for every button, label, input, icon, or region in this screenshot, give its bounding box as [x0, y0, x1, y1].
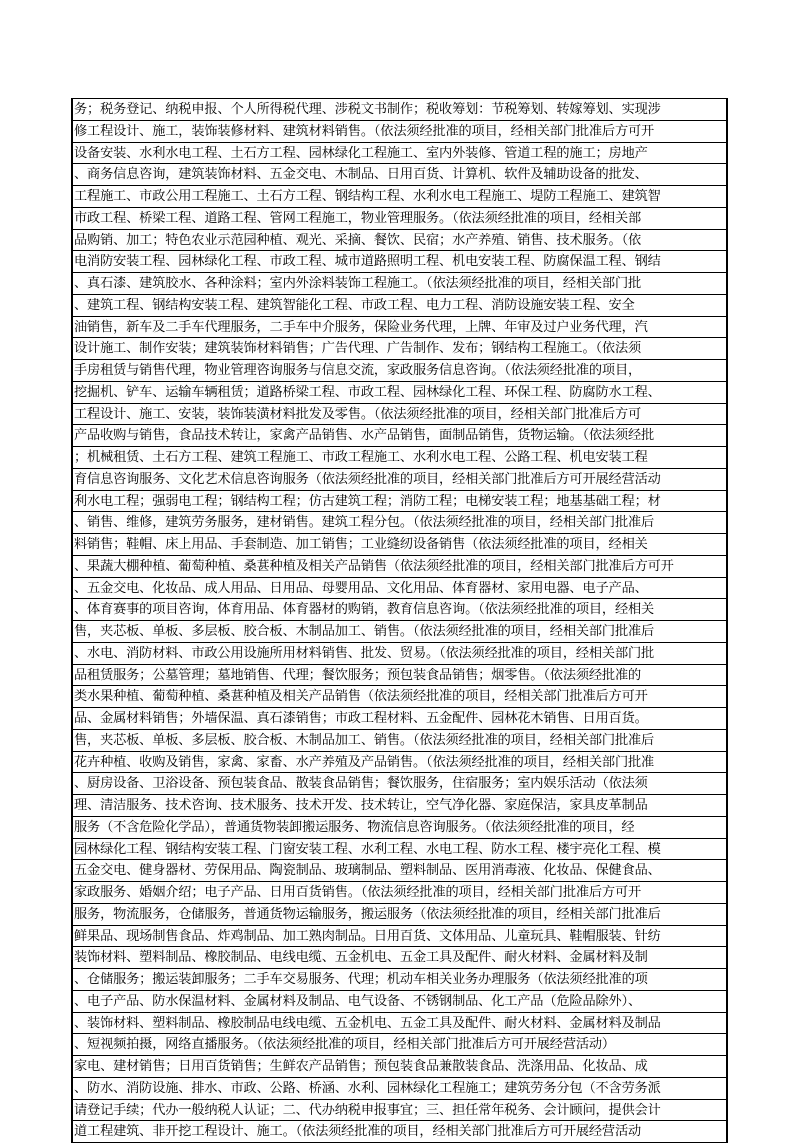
table-row: 园林绿化工程、钢结构安装工程、门窗安装工程、水利工程、水电工程、防水工程、楼宇亮化工程、模	[73, 839, 726, 861]
table-row: 育信息咨询服务、文化艺术信息咨询服务（依法须经批准的项目，经相关部门批准后方可开展经营活动	[73, 469, 726, 491]
table-row: 道工程建筑、非开挖工程设计、施工。（依法须经批准的项目，经相关部门批准后方可开展经营活动	[73, 1121, 726, 1143]
table-row: 手房租赁与销售代理，物业管理咨询服务与信息交流，家政服务信息咨询。（依法须经批准的项目，	[73, 360, 726, 382]
table-row: 家政服务、婚姻介绍；电子产品、日用百货销售。（依法须经批准的项目，经相关部门批准后方可开	[73, 882, 726, 904]
table-row: 品购销、加工；特色农业示范园种植、观光、采摘、餐饮、民宿；水产养殖、销售、技术服务。（依	[73, 230, 726, 252]
table-row: 、销售、维修，建筑劳务服务，建材销售。建筑工程分包。（依法须经批准的项目，经相关部门批准后	[73, 512, 726, 534]
table-row: 品租赁服务；公墓管理；墓地销售、代理；餐饮服务；预包装食品销售；烟零售。（依法须经批准的	[73, 665, 726, 687]
table-row: 设备安装、水利水电工程、土石方工程、园林绿化工程施工、室内外装修、管道工程的施工；房地产	[73, 143, 726, 165]
table-row: 花卉种植、收购及销售，家禽、家畜、水产养殖及产品销售。（依法须经批准的项目，经相关部门批准	[73, 752, 726, 774]
table-row: 、真石漆、建筑胶水、各种涂料；室内外涂料装饰工程施工。（依法须经批准的项目，经相关部门批	[73, 273, 726, 295]
table-row: 料销售；鞋帽、床上用品、手套制造、加工销售；工业缝纫设备销售（依法须经批准的项目，经相关	[73, 534, 726, 556]
table-row: 、商务信息咨询，建筑装饰材料、五金交电、木制品、日用百货、计算机、软件及辅助设备的批发、	[73, 164, 726, 186]
text-table	[71, 98, 728, 1143]
table-row: 、五金交电、化妆品、成人用品、日用品、母婴用品、文化用品、体育器材、家用电器、电子产品、	[73, 578, 726, 600]
table-row: 类水果种植、葡萄种植、桑葚种植及相关产品销售（依法须经批准的项目，经相关部门批准后方可开	[73, 686, 726, 708]
table-row: 、果蔬大棚种植、葡萄种植、桑葚种植及相关产品销售（依法须经批准的项目，经相关部门批准后方可开	[73, 556, 726, 578]
table-row: ；机械租赁、土石方工程、建筑工程施工、市政工程施工、水利水电工程、公路工程、机电安装工程	[73, 447, 726, 469]
table-row: 装饰材料、塑料制品、橡胶制品、电线电缆、五金机电、五金工具及配件、耐火材料、金属材料及制	[73, 947, 726, 969]
table-row: 工程施工、市政公用工程施工、土石方工程、钢结构工程、水利水电工程施工、堤防工程施工、建筑智	[73, 186, 726, 208]
table-row: 利水电工程；强弱电工程；钢结构工程；仿古建筑工程；消防工程；电梯安装工程；地基基础工程；材	[73, 491, 726, 513]
table-row: 电消防安装工程、园林绿化工程、市政工程、城市道路照明工程、机电安装工程、防腐保温工程、钢结	[73, 251, 726, 273]
table-row: 售，夹芯板、单板、多层板、胶合板、木制品加工、销售。（依法须经批准的项目，经相关部门批准后	[73, 730, 726, 752]
table-row: 、厨房设备、卫浴设备、预包装食品、散装食品销售；餐饮服务，住宿服务；室内娱乐活动（依法须	[73, 773, 726, 795]
table-row: 挖掘机、铲车、运输车辆租赁；道路桥梁工程、市政工程、园林绿化工程、环保工程、防腐防水工程、	[73, 382, 726, 404]
table-row: 五金交电、健身器材、劳保用品、陶瓷制品、玻璃制品、塑料制品、医用消毒液、化妆品、保健食品、	[73, 860, 726, 882]
table-row: 售，夹芯板、单板、多层板、胶合板、木制品加工、销售。（依法须经批准的项目，经相关部门批准后	[73, 621, 726, 643]
table-row: 产品收购与销售，食品技术转让，家禽产品销售、水产品销售，面制品销售，货物运输。（依法须经批	[73, 425, 726, 447]
table-row: 、建筑工程、钢结构安装工程、建筑智能化工程、市政工程、电力工程、消防设施安装工程、安全	[73, 295, 726, 317]
table-row: 理、清洁服务、技术咨询、技术服务、技术开发、技术转让，空气净化器、家庭保洁，家具皮革制品	[73, 795, 726, 817]
table-row: 、电子产品、防水保温材料、金属材料及制品、电气设备、不锈钢制品、化工产品（危险品除外）、	[73, 991, 726, 1013]
table-row: 务；税务登记、纳税申报、个人所得税代理、涉税文书制作；税收筹划：节税筹划、转嫁筹划、实现涉	[73, 99, 726, 121]
table-row: 、短视频拍摄，网络直播服务。（依法须经批准的项目，经相关部门批准后方可开展经营活动）	[73, 1034, 726, 1056]
table-row: 服务（不含危险化学品），普通货物装卸搬运服务、物流信息咨询服务。（依法须经批准的项目，经	[73, 817, 726, 839]
table-row: 请登记手续；代办一般纳税人认证；二、代办纳税申报事宜；三、担任常年税务、会计顾问，提供会计	[73, 1100, 726, 1122]
table-row: 修工程设计、施工，装饰装修材料、建筑材料销售。（依法须经批准的项目，经相关部门批准后方可开	[73, 121, 726, 143]
table-row: 市政工程、桥梁工程、道路工程、管网工程施工，物业管理服务。（依法须经批准的项目，经相关部	[73, 208, 726, 230]
table-row: 工程设计、施工、安装，装饰装潢材料批发及零售。（依法须经批准的项目，经相关部门批准后方可	[73, 404, 726, 426]
table-row: 鲜果品、现场制售食品、炸鸡制品、加工熟肉制品。日用百货、文体用品、儿童玩具、鞋帽服装、针纺	[73, 926, 726, 948]
table-row: 家电、建材销售；日用百货销售；生鲜农产品销售；预包装食品兼散装食品、洗涤用品、化妆品、成	[73, 1056, 726, 1078]
table-row: 、装饰材料、塑料制品、橡胶制品电线电缆、五金机电、五金工具及配件、耐火材料、金属材料及制品	[73, 1013, 726, 1035]
table-row: 、水电、消防材料、市政公用设施所用材料销售、批发、贸易。（依法须经批准的项目，经相关部门批	[73, 643, 726, 665]
table-row: 、体育赛事的项目咨询，体育用品、体育器材的购销，教育信息咨询。（依法须经批准的项目，经相关	[73, 599, 726, 621]
table-row: 设计施工、制作安装；建筑装饰材料销售；广告代理、广告制作、发布；钢结构工程施工。（依法须	[73, 338, 726, 360]
table-row: 、防水、消防设施、排水、市政、公路、桥涵、水利、园林绿化工程施工；建筑劳务分包（不含劳务派	[73, 1078, 726, 1100]
table-row: 品、金属材料销售；外墙保温、真石漆销售；市政工程材料、五金配件、园林花木销售、日用百货。	[73, 708, 726, 730]
table-row: 服务，物流服务，仓储服务，普通货物运输服务，搬运服务（依法须经批准的项目，经相关部门批准后	[73, 904, 726, 926]
table-row: 油销售，新车及二手车代理服务，二手车中介服务，保险业务代理，上牌、年审及过户业务代理，汽	[73, 317, 726, 339]
table-row: 、仓储服务；搬运装卸服务；二手车交易服务、代理；机动车相关业务办理服务（依法须经批准的项	[73, 969, 726, 991]
